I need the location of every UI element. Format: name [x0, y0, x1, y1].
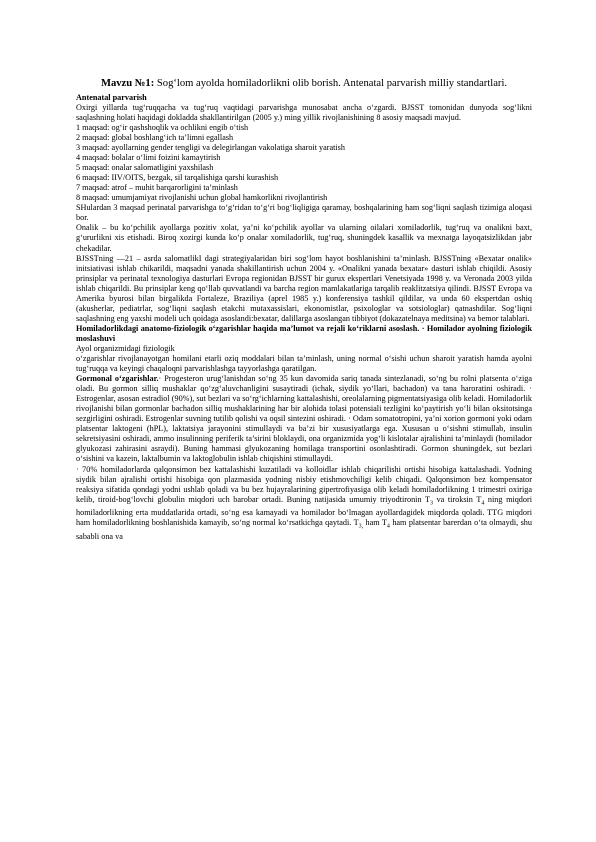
goal-item: 3 maqsad: ayollarning gender tengligi va delegirlangan vakolatiga sharoit yaratish — [76, 143, 345, 153]
paragraph-motherhood: Onalik – bu ko‘pchilik ayollarga pozitiv xolat, ya’ni ko‘pchilik ayollar va ularning oilalari xomiladorlik, tug‘ruq va onalikni baxt, g‘ururlikni xis etishadi. Biroq xozirgi kunda ko‘p onalar xomiladorlik, tug‘ruq, shuningdek kasallik va mexnatga layoqatsizlikdan jabr chekadilar. — [76, 223, 532, 253]
goal-item: 6 maqsad: IIV/OITS, bezgak, sil tarqalishiga qarshi kurashish — [76, 173, 279, 183]
document-page — [76, 78, 532, 542]
thyroid-text-2: va tiroksin T — [432, 494, 482, 504]
paragraph-hormonal — [76, 374, 532, 464]
subscript: 3 — [429, 500, 433, 507]
subscript: 3, — [358, 524, 364, 531]
hormonal-heading: Gormonal o‘zgarishlar. — [76, 374, 159, 384]
paragraph-physiology-changes: o‘zgarishlar rivojlanayotgan homilani etarli oziq moddalari bilan ta’minlash, uning normal o‘sishi uchun sharoit yaratish hamda ayolni tug‘ruqqa va keyingi chaqaloqni parvarishlashga tayyorlashga qaratilgan. — [76, 354, 532, 374]
paragraph-who-strategy: BJSSTning —21 – asrda salomatlikI dagi strategiyalaridan biri sog‘lom hayot boshlanishini ta’minlash. BJSSTning «Bexatar onalik» initsiativasi ishlab chikarildi, maqsadni yanada shakillantirish uchun 2004 y. «Onalikni yanada bexatar» dasturi ishlab chiqildi. Asosiy prinsiplar va perinatal texnologiya dasturlari Evropa regionidan BJSST bir guruх ekspertlari Venetsiyada 1998 y. va Veronada 2003 yilda ishlab chiqarildi. Bu prinsiplar keng qo‘llab quvvatlandi va barcha region mamlakatlariga tarqalib reaklitzatsiya qilindi. BJSST Evropa va Amerika byurosi bilan birgalikda Fortaleze, Braziliya (aprel 1985 y.) konferensiya tashkil qildilar, va unda 60 ekspertdan oshiq (akusherlar, pediatrlar, sog‘liqni saqlash etakchi mutaxassislari, ekonomistlar, psixologlar va sotsiologlar) qatnashdilar. Sog‘liqni saqlashning eng yaxshi modeli uch qoidaga asoslandi:bexatar, dalillarga asoslangan tibbiyot (dokazatelnaya meditsina) va bemor talablari. — [76, 253, 532, 323]
paragraph-goals-relation: SHulardan 3 maqsad perinatal parvarishga to‘g‘ridan to‘g‘ri bog‘liqligiga qaramay, boshqalarining ham sog‘liqni saqlash tizimiga aloqasi bor. — [76, 203, 532, 223]
paragraph-thyroid — [76, 465, 532, 543]
goal-item: 1 maqsad: og‘ir qashshoqlik va ochlikni engib o‘tish — [76, 122, 249, 132]
goal-item: 4 maqsad: bolalar o‘limi foizini kamaytirish — [76, 153, 221, 163]
goals-list — [76, 123, 532, 203]
hormonal-text: · Progesteron urug‘lanishdan so‘ng 35 kun davomida sariq tanada sintezlanadi, so‘ng bu rolni platsenta o‘ziga oladi. Bu gormon silliq mushaklar qo‘zg‘aluvchanligini susaytiradi (ichak, siydik yo‘llari, bachadon) va tana haroratini oshiradi. · Estrogenlar, asosan estradiol (90%), sut bezlari va so‘rg‘ichlarning kattalashishi, oreolalarning pigmentatsiyasiga olib keladi. Homiladorlik rivojlanishi bilan gormonlar bachadon silliq mushaklarining har bir alohida tolasi potensiali tezligini ko‘paytirish yo‘li bilan oksitotsinga sezgirligini oshiradi. Estrogenlar suvning tutilib qolishi va oqsil sintezini oshiradi. · Odam somatotropini, ya’ni xorion gormoni yoki odam platsentar laktogeni (hPL), laktatsiya jarayonini stimullaydi va ba’zi bir xususiyatlarga ega. Xususan u o‘sishni stimullab, insulin sekretsiyasini oshiradi, ammo insulinning periferik ta’sirini bloklaydi, ona organizmida yog‘li kislotalar ajralishini ta’minlaydi (homilador glyukozasi zahirasini asraydi). Buning hammasi glyukozaning homilaga transportini osonlashtiradi. Gormon shuningdek, sut bezlari o‘sishini va kazein, laktalbumin va laktoglobulin ishlab chiqishini stimullaydi. — [76, 374, 532, 464]
thyroid-text-3: ning miqdori homiladorlikning erta muddatlarida ortadi, so‘ng esa kamayadi va homilador bo‘lmagan ayollardagidek miqdorda qoladi. TTG miqdori ham homiladorlikning boshlanishida kamayib, so‘ng normal ko‘rsatkichga qaytadi. T — [76, 494, 532, 528]
paragraph-physiology-title: Ayol organizmidagi fiziologik — [76, 343, 175, 353]
paragraph-intro: Oxirgi yillarda tug‘ruqqacha va tug‘ruq vaqtidagi parvarishga munosabat ancha o‘zgardi. BJSST tomonidan dunyoda sog‘likni saqlashning holati haqidagi dokladda shakllantirilgan (2005 y.) ming yillik rivojlanishining 8 asosiy maqsadi mavjud. — [76, 102, 532, 122]
subscript: 4 — [481, 500, 485, 507]
goal-item: 8 maqsad: umumjamiyat rivojlanishi uchun global hamkorlikni rivojlantirish — [76, 193, 328, 203]
title-text: Sog‘lom ayolda homiladorlikni olib borish. Antenatal parvarish milliy standartlari. — [154, 78, 508, 89]
subscript: 4 — [386, 524, 390, 531]
thyroid-text-4: ham T — [363, 518, 387, 528]
goal-item: 2 maqsad: global boshlang‘ich ta’limni egallash — [76, 132, 234, 142]
section-heading-antenatal: Antenatal parvarish — [76, 92, 147, 102]
page-title — [86, 78, 522, 91]
thyroid-text-1: · 70% homiladorlarda qalqonsimon bez kattalashishi kuzatiladi va kolloidlar ishlab chiqarilishi ortishi hisobiga kattalashadi. Yodning siydik bilan ajralishi ortishi hisobiga qon plazmasida yodning nisbiy etishmovchiligi kelib chiqadi. Qalqonsimon bez kompensator reaksiya sifatida qondagi yodni ushlab qoladi va bu bez hujayralarining gipertrofiyasiga olib keladi homiladorlikning 1 trimestri oxiriga kelib, tiroid-bog‘lovchi globulin miqdori uch barobar ortadi. Buning natijasida umumiy triyodtironin T — [76, 464, 532, 504]
goal-item: 7 maqsad: atrof – muhit barqarorligini ta’minlash — [76, 183, 238, 193]
thyroid-text-5: ham platsentar barerdan o‘ta olmaydi, shu sababli ona va — [76, 518, 532, 542]
goal-item: 5 maqsad: onalar salomatligini yaxshilash — [76, 163, 214, 173]
section-heading-physiology: Homiladorlikdagi anatomo-fiziologik o‘zgarishlar haqida ma’lumot va rejali ko‘riklarni asoslash. · Homilador ayolning fiziologik moslashuvi — [76, 323, 532, 343]
title-prefix: Mavzu №1: — [100, 78, 155, 89]
